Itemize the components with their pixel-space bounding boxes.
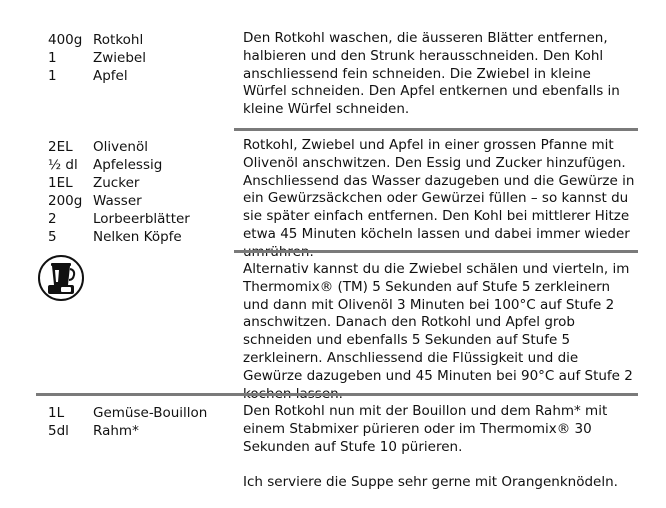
ingredient-row bbox=[48, 192, 190, 210]
ingredient-list-2 bbox=[48, 138, 190, 246]
step-text: Rotkohl, Zwiebel und Apfel in einer grossen Pfanne mit Olivenöl anschwitzen. Den Essig und Zucker hinzufügen. Anschliessend das Wasser dazugeben und die Gewürze in ein Gewürzsäckchen oder Gewürzei füllen – so kannst du sie später einfach entfernen. Den Kohl bei mittlerer Hitze etwa 45 Minuten köcheln lassen und dabei immer wieder bbox=[243, 137, 635, 242]
ingredient-name: Apfel bbox=[93, 68, 128, 84]
ingredient-row bbox=[48, 31, 146, 49]
ingredient-qty: 1 bbox=[48, 68, 57, 84]
ingredient-qty: ½ dl bbox=[48, 157, 78, 173]
instruction-step-4 bbox=[243, 403, 638, 492]
ingredient-qty: 5 bbox=[48, 229, 57, 245]
ingredient-row bbox=[48, 422, 207, 440]
ingredient-row bbox=[48, 156, 190, 174]
ingredient-name: Lorbeerblätter bbox=[93, 211, 190, 227]
ingredient-row bbox=[48, 404, 207, 422]
thermomix-icon bbox=[37, 254, 85, 302]
instruction-step-2 bbox=[243, 137, 638, 262]
ingredient-row bbox=[48, 228, 190, 246]
step-text: Den Rotkohl nun mit der Bouillon und dem Rahm* mit einem Stabmixer pürieren oder im Thermomix® 30 Sekunden auf Stufe 10 pürieren. bbox=[243, 403, 608, 455]
section-divider bbox=[234, 128, 638, 131]
serving-note: Ich serviere die Suppe sehr gerne mit Orangenknödeln. bbox=[243, 474, 618, 491]
ingredient-qty: 200g bbox=[48, 193, 83, 209]
ingredient-name: Zwiebel bbox=[93, 50, 146, 66]
section-divider bbox=[36, 393, 638, 396]
section-divider bbox=[234, 250, 638, 253]
ingredient-qty: 2EL bbox=[48, 139, 73, 155]
ingredient-qty: 2 bbox=[48, 211, 57, 227]
ingredient-qty: 1L bbox=[48, 405, 65, 421]
ingredient-qty: 5dl bbox=[48, 423, 69, 439]
ingredient-name: Nelken Köpfe bbox=[93, 229, 182, 245]
ingredient-name: Olivenöl bbox=[93, 139, 148, 155]
instruction-step-1 bbox=[243, 30, 638, 119]
ingredient-name: Gemüse-Bouillon bbox=[93, 405, 208, 421]
ingredient-name: Zucker bbox=[93, 175, 140, 191]
ingredient-name: Wasser bbox=[93, 193, 142, 209]
ingredient-row bbox=[48, 138, 190, 156]
ingredient-row bbox=[48, 49, 146, 67]
ingredient-name: Rotkohl bbox=[93, 32, 144, 48]
ingredient-row bbox=[48, 210, 190, 228]
ingredient-row bbox=[48, 174, 190, 192]
instruction-step-3 bbox=[243, 261, 638, 403]
ingredient-list-1 bbox=[48, 31, 146, 85]
step-text: Alternativ kannst du die Zwiebel schälen und vierteln, im Thermomix® (TM) 5 Sekunden auf Stufe 5 zerkleinern und dann mit Olivenöl 3 Minuten bei 100°C auf Stufe 2 anschwitzen. Danach den Rotkohl und Apfel grob schneiden und ebenfalls 5 Sekunden auf Stufe 5 zerkleinern. Anschliessend die Flüssigkeit und die Gewürze dazugeben und 45 Minuten bei 90°C auf Stufe 2 bbox=[243, 261, 633, 384]
ingredient-name: Rahm* bbox=[93, 423, 139, 439]
ingredient-row bbox=[48, 67, 146, 85]
ingredient-list-4 bbox=[48, 404, 207, 440]
ingredient-qty: 400g bbox=[48, 32, 83, 48]
step-text: Den Rotkohl waschen, die äusseren Blätter entfernen, halbieren und den Strunk herausschneiden. Den Kohl anschliessend fein schneiden. Die Zwiebel in kleine Würfel schneiden. Den Apfel entkernen und ebenfalls in kleine Würfel schneiden. bbox=[243, 30, 620, 118]
ingredient-qty: 1EL bbox=[48, 175, 73, 191]
ingredient-name: Apfelessig bbox=[93, 157, 163, 173]
ingredient-qty: 1 bbox=[48, 50, 57, 66]
